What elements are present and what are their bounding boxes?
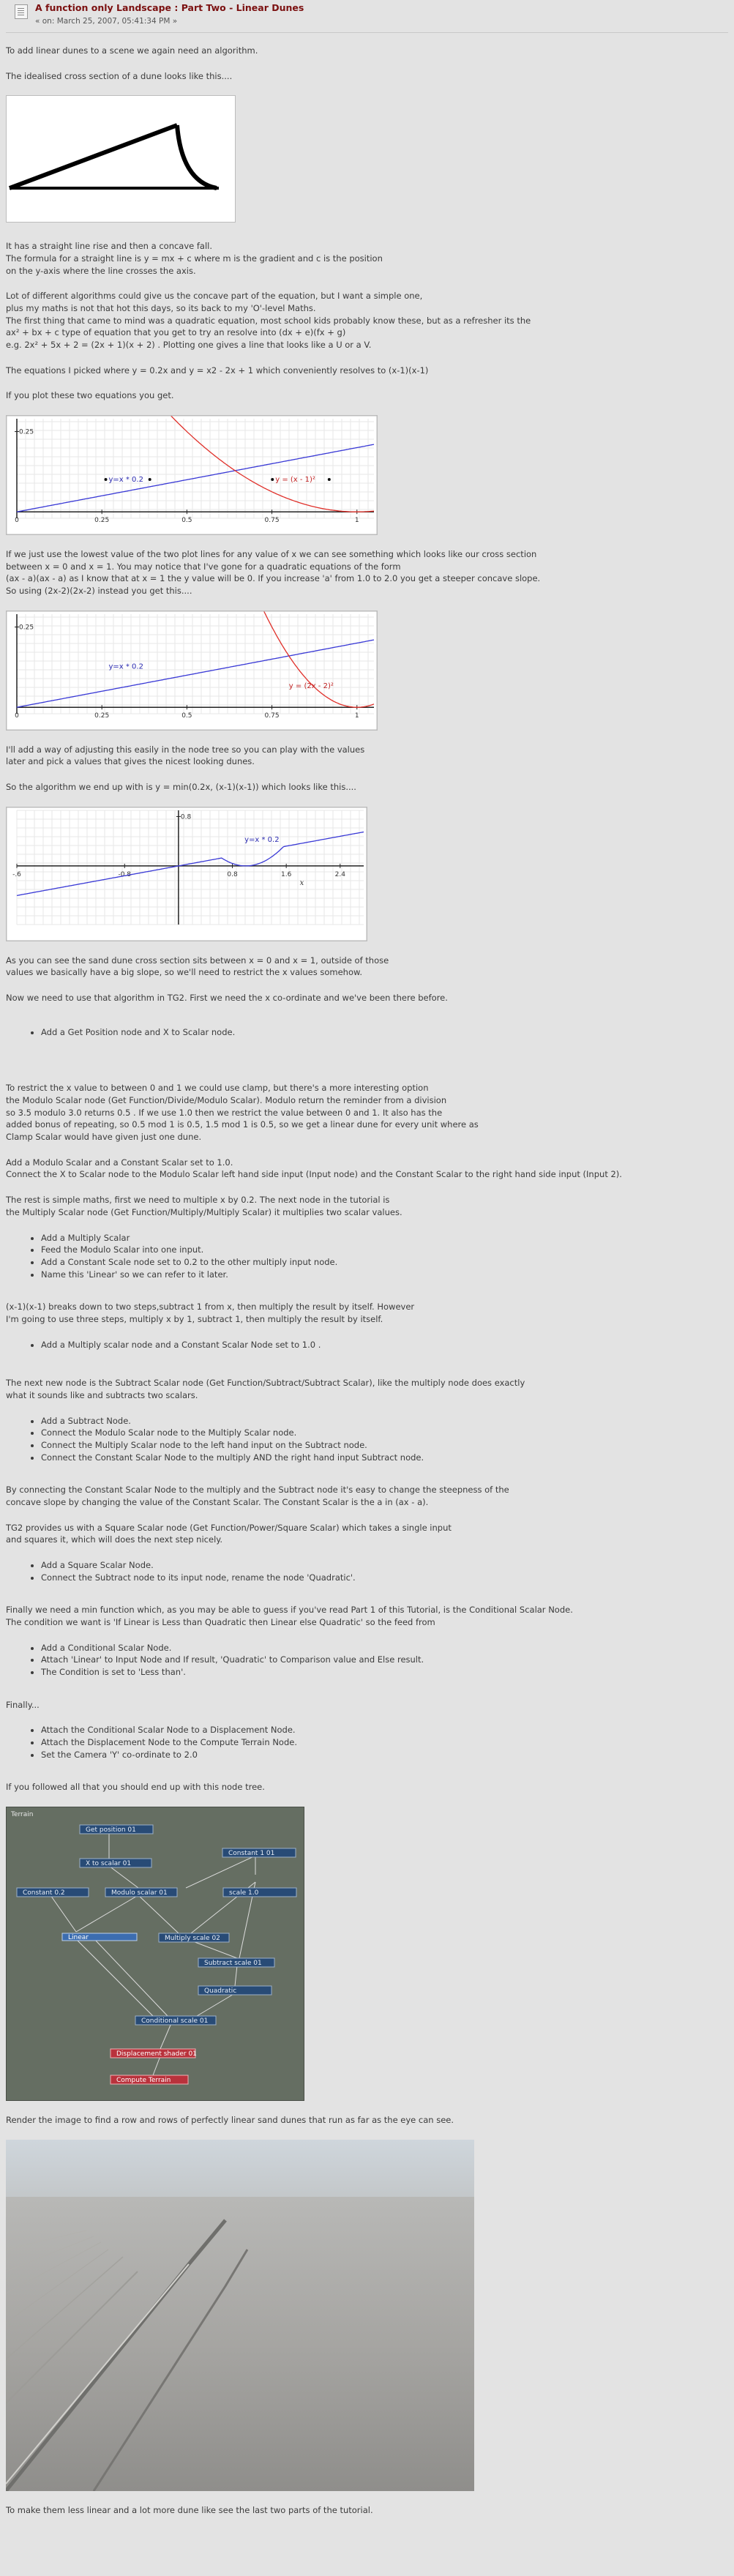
paragraph: So the algorithm we end up with is y = min(0.2x, (x-1)(x-1)) which looks like this.... — [6, 782, 356, 793]
x-tick-label: 1.6 — [280, 870, 292, 878]
paragraph: Now we need to use that algorithm in TG2. First we need the x co-ordinate and we've been there before. — [6, 993, 448, 1004]
x-tick-label: 0.5 — [181, 517, 192, 525]
render-sky — [6, 2140, 474, 2198]
bullet-list — [6, 1559, 728, 1583]
svg-text:X to scalar 01: X to scalar 01 — [86, 1859, 132, 1867]
svg-text:Modulo scalar 01: Modulo scalar 01 — [111, 1889, 168, 1897]
dune-cross-section-image — [6, 95, 236, 223]
x-tick-label: 0.75 — [264, 712, 280, 720]
paragraph: (x-1)(x-1) breaks down to two steps,subtract 1 from x, then multiply the result by itself. However I'm going to use three steps, multiply x by 1, subtract 1, then multiply the result by itself. — [6, 1302, 415, 1324]
node-graph-title: Terrain — [11, 1810, 34, 1818]
svg-text:Multiply scale 02: Multiply scale 02 — [165, 1934, 220, 1942]
svg-text:Constant 0.2: Constant 0.2 — [23, 1889, 65, 1897]
list-item: • Attach the Conditional Scalar Node to a Displacement Node. — [41, 1724, 728, 1736]
paragraph: To make them less linear and a lot more dune like see the last two parts of the tutorial. — [6, 2504, 373, 2515]
x-tick-label: 0.25 — [94, 712, 110, 720]
list-item: • Add a Constant Scale node set to 0.2 to the other multiply input node. — [41, 1256, 728, 1269]
list-item: • Add a Multiply scalar node and a Constant Scalar Node set to 1.0 . — [41, 1339, 728, 1351]
svg-text:Quadratic: Quadratic — [204, 1987, 237, 1995]
y-tick-label: 0.8 — [180, 813, 192, 821]
list-item: • Add a Square Scalar Node. — [41, 1559, 728, 1572]
list-item: • Feed the Modulo Scalar into one input. — [41, 1244, 728, 1256]
list-item: • Connect the Subtract node to its input node, rename the node 'Quadratic'. — [41, 1572, 728, 1584]
paragraph: By connecting the Constant Scalar Node to the multiply and the Subtract node it's easy to change the steepness of the concave slope by changing the value of the Constant Scalar. The Constant Scalar is the a in (ax - a). — [6, 1485, 509, 1507]
series-label: y=x * 0.2 — [108, 662, 143, 671]
bullet-list — [6, 1026, 728, 1039]
paragraph: Lot of different algorithms could give us the concave part of the equation, but I want a simple one, plus my maths is not that hot this days, so its back to my 'O'-level Maths. The first thing that came to mind was a quadratic equation, most school kids probably know these, but as a refresher its the ax² + bx + c type of equation that you get to try an resolve into (dx + e)(fx + g) e.g. 2x² + 5x + 2 = (2x + 1)(x + 2) . Plotting one gives a line that looks like a U or a V. — [6, 291, 531, 351]
svg-text:Conditional scale 01: Conditional scale 01 — [141, 2017, 209, 2025]
bullet-list — [6, 1724, 728, 1761]
paragraph: TG2 provides us with a Square Scalar node (Get Function/Power/Square Scalar) which takes a single input and squares it, which will does the next step nicely. — [6, 1522, 452, 1545]
svg-text:scale 1.0: scale 1.0 — [229, 1889, 259, 1897]
label-dot — [271, 478, 274, 481]
paragraph: The equations I picked where y = 0.2x and y = x2 - 2x + 1 which conveniently resolves to (x-1)(x-1) — [6, 365, 429, 376]
svg-text:Displacement shader 01: Displacement shader 01 — [116, 2050, 197, 2058]
x-tick-label: 0.25 — [94, 517, 110, 525]
label-dot — [149, 478, 151, 481]
paragraph: I'll add a way of adjusting this easily in the node tree so you can play with the values later and pick a values that gives the nicest looking dunes. — [6, 744, 365, 767]
label-dot — [328, 478, 331, 481]
paragraph: If you plot these two equations you get. — [6, 390, 174, 401]
list-item: • Add a Multiply Scalar — [41, 1232, 728, 1244]
list-item: • Connect the Modulo Scalar node to the Multiply Scalar node. — [41, 1427, 728, 1439]
bullet-list — [6, 1415, 728, 1464]
y-tick-label: 0.25 — [19, 428, 34, 436]
svg-text:Compute Terrain: Compute Terrain — [116, 2076, 171, 2084]
paragraph: Render the image to find a row and rows of perfectly linear sand dunes that run as far as the eye can see. — [6, 2114, 454, 2125]
series-label: y=x * 0.2 — [108, 476, 143, 485]
list-item: • Name this 'Linear' so we can refer to it later. — [41, 1269, 728, 1281]
paragraph: To add linear dunes to a scene we again need an algorithm. — [6, 45, 258, 56]
post-meta: « on: March 25, 2007, 05:41:34 PM » — [35, 17, 178, 26]
paragraph: If we just use the lowest value of the two plot lines for any value of x we can see something which looks like our cross section between x = 0 and x = 1. You may notice that I've gone for a quadratic equations of the form (ax - a)(ax - a) as I know that at x = 1 the y value will be 0. If you increase 'a' from 1.0 to 2.0 you get a steeper concave slope. So using (2x-2)(2x-2) instead you get this.... — [6, 549, 541, 597]
svg-text:Subtract scale 01: Subtract scale 01 — [204, 1959, 262, 1967]
list-item: • The Condition is set to 'Less than'. — [41, 1666, 728, 1679]
plot-min-function — [6, 807, 367, 941]
paragraph: Add a Modulo Scalar and a Constant Scalar set to 1.0. Connect the X to Scalar node to the Modulo Scalar left hand side input (Input node) and the Constant Scalar to the right hand side input (Input 2). — [6, 1157, 622, 1180]
list-item: • Attach 'Linear' to Input Node and If result, 'Quadratic' to Comparison value and Else result. — [41, 1654, 728, 1666]
x-tick-label: 2.4 — [334, 870, 345, 878]
list-item: • Connect the Multiply Scalar node to the left hand input on the Subtract node. — [41, 1439, 728, 1452]
plot-linear-vs-steep-quadratic — [6, 611, 378, 731]
paragraph: Finally we need a min function which, as you may be able to guess if you've read Part 1 of this Tutorial, is the Conditional Scalar Node. The condition we want is 'If Linear is Less than Quadratic then Linear else Quadratic' so the feed from — [6, 1605, 573, 1627]
post-header — [6, 0, 728, 33]
x-tick-label: -.6 — [12, 870, 21, 878]
series-label: y=x * 0.2 — [244, 835, 280, 844]
x-tick-label: 0.8 — [227, 870, 238, 878]
paragraph: As you can see the sand dune cross section sits between x = 0 and x = 1, outside of those values we basically have a big slope, so we'll need to restrict the x values somehow. — [6, 955, 389, 978]
label-dot — [104, 478, 107, 481]
paragraph: It has a straight line rise and then a concave fall. The formula for a straight line is y = mx + c where m is the gradient and c is the position on the y-axis where the line crosses the axis. — [6, 241, 383, 276]
list-item: • Set the Camera 'Y' co-ordinate to 2.0 — [41, 1749, 728, 1761]
list-item: • Add a Subtract Node. — [41, 1415, 728, 1427]
series-label: y = (2x - 2)² — [288, 682, 334, 690]
plot-linear-vs-quadratic — [6, 415, 378, 535]
y-tick-label: 0.25 — [19, 624, 34, 632]
series-label: y = (x - 1)² — [275, 476, 315, 485]
svg-text:Linear: Linear — [68, 1933, 89, 1941]
x-axis-label: x — [299, 878, 304, 887]
bullet-list — [6, 1642, 728, 1679]
render-ground — [6, 2197, 474, 2491]
x-tick-label: 0 — [15, 712, 19, 720]
x-tick-label: 1 — [354, 712, 359, 720]
paragraph: The next new node is the Subtract Scalar node (Get Function/Subtract/Subtract Scalar), like the multiply node does exactly what it sounds like and subtracts two scalars. — [6, 1378, 525, 1400]
post-title[interactable]: A function only Landscape : Part Two - Linear Dunes — [35, 2, 304, 13]
paragraph: To restrict the x value to between 0 and 1 we could use clamp, but there's a more interesting option the Modulo Scalar node (Get Function/Divide/Modulo Scalar). Modulo return the reminder from a division so 3.5 modulo 3.0 returns 0.5 . If we use 1.0 then we restrict the value between 0 and 1. It also has the added bonus of repeating, so 0.5 mod 1 is 0.5, 1.5 mod 1 is 0.5, so we get a linear dune for every unit where as Clamp Scalar would have given just one dune. — [6, 1083, 479, 1143]
x-tick-label: -0.8 — [118, 870, 132, 878]
x-tick-label: 0.5 — [181, 712, 192, 720]
paragraph: If you followed all that you should end up with this node tree. — [6, 1782, 265, 1793]
list-item: • Add a Conditional Scalar Node. — [41, 1642, 728, 1654]
paragraph: Finally... — [6, 1699, 40, 1710]
bullet-list — [6, 1339, 728, 1351]
x-tick-label: 0 — [15, 517, 19, 525]
svg-text:Get position 01: Get position 01 — [86, 1826, 136, 1834]
x-tick-label: 0.75 — [264, 517, 280, 525]
paragraph: The idealised cross section of a dune looks like this.... — [6, 70, 233, 81]
node-tree-screenshot — [6, 1807, 304, 2101]
x-tick-label: 1 — [354, 517, 359, 525]
svg-text:Constant 1 01: Constant 1 01 — [228, 1849, 275, 1857]
list-item: • Attach the Displacement Node to the Compute Terrain Node. — [41, 1736, 728, 1749]
paragraph: The rest is simple maths, first we need to multiple x by 0.2. The next node in the tutorial is the Multiply Scalar node (Get Function/Multiply/Multiply Scalar) it multiplies two scalar values. — [6, 1195, 402, 1217]
bullet-list — [6, 1232, 728, 1281]
list-item: • Connect the Constant Scalar Node to the multiply AND the right hand input Subtract node. — [41, 1452, 728, 1464]
list-item: • Add a Get Position node and X to Scalar node. — [41, 1026, 728, 1039]
linear-dunes-render — [6, 2140, 474, 2491]
document-icon — [15, 4, 28, 19]
image-background — [7, 96, 235, 222]
